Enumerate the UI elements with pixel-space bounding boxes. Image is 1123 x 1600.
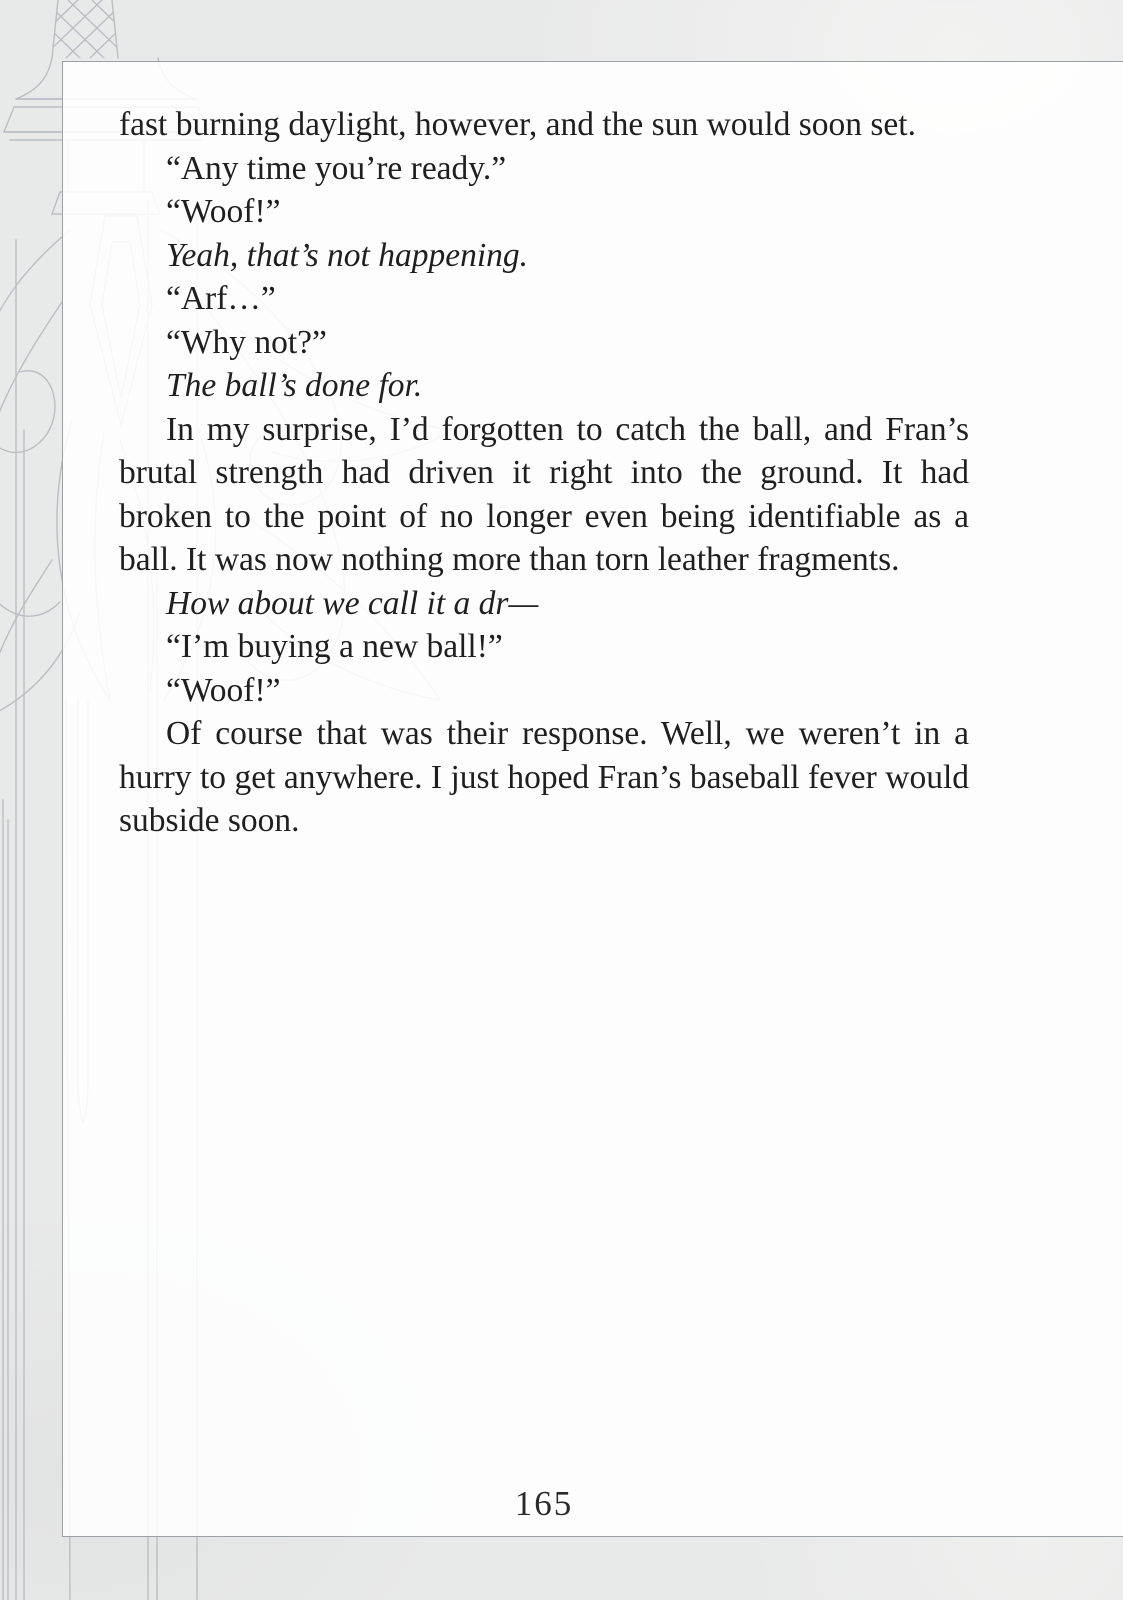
- book-page: [62, 61, 1123, 1537]
- page-number: 165: [514, 1484, 574, 1523]
- inner-monologue-line: How about we call it a dr—: [166, 584, 539, 622]
- dialogue-line: “Any time you’re ready.”: [166, 149, 507, 187]
- inner-monologue-line: Yeah, that’s not happening.: [166, 236, 529, 274]
- dialogue-line: “Woof!”: [166, 193, 281, 230]
- dialogue-line: “Why not?”: [166, 323, 327, 361]
- dialogue-line: “Arf…”: [166, 280, 276, 317]
- dialogue-line: “Woof!”: [166, 671, 281, 709]
- sword-grip: [18, 0, 152, 58]
- dialogue-line: “I’m buying a new ball!”: [166, 628, 503, 665]
- paragraph: fast burning daylight, however, and the sun would soon set.: [119, 106, 916, 143]
- paragraph: Of course that was their response. Well, we weren’t in a hurry to get anywhere. I just hoped Fran’s baseball fever would subside soon.: [119, 715, 969, 839]
- inner-monologue-line: The ball’s done for.: [166, 367, 423, 404]
- paragraph: In my surprise, I’d forgotten to catch the ball, and Fran’s brutal strength had driven it right into the ground. It had broken to the point of no longer even being identifiable as a ball. It was now nothing more than torn leather fragments.: [119, 410, 969, 578]
- text-block: [119, 103, 969, 843]
